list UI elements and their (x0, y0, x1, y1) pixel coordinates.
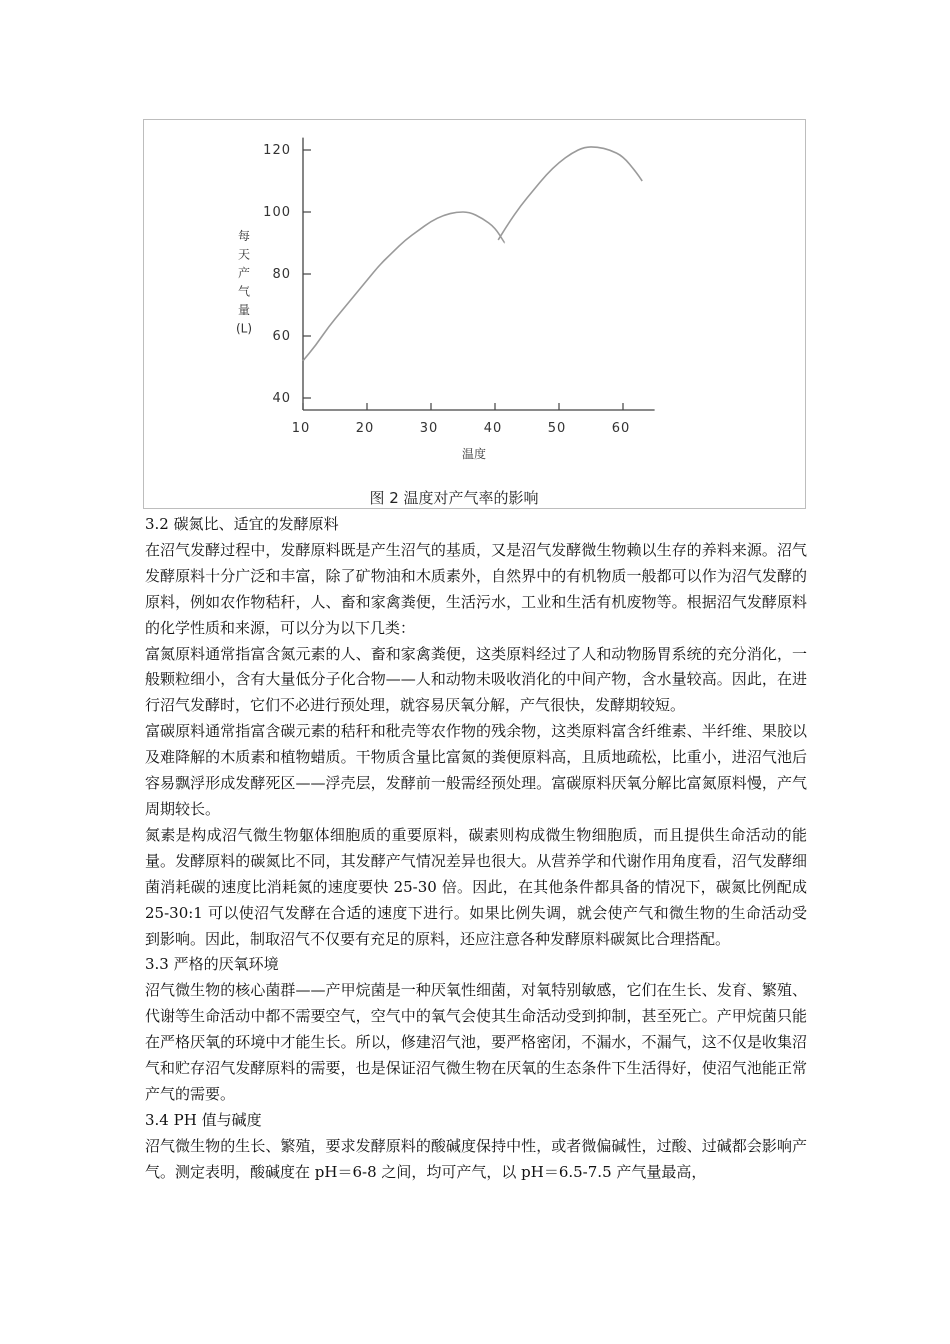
section-heading: 3.3 严格的厌氧环境 (145, 955, 279, 974)
y-tick-label: 60 (272, 329, 291, 344)
x-axis-label: 温度 (461, 447, 487, 461)
paragraph: 在沼气发酵过程中，发酵原料既是产生沼气的基质，又是沼气发酵微生物赖以生存的养料来源。沼气发酵原料十分广泛和丰富，除了矿物油和木质素外，自然界中的有机物质一般都可以作为沼气发酵的原料，例如农作物秸秆，人、畜和家禽粪便，生活污水，工业和生活有机废物等。根据沼气发酵原料的化学性质和来源，可以分为以下几类： (145, 540, 807, 637)
article-body (145, 512, 807, 1186)
x-tick-label: 60 (611, 421, 631, 436)
y-axis-label-char: 气 (237, 284, 251, 299)
section-heading: 3.2 碳氮比、适宜的发酵原料 (145, 515, 339, 533)
line-chart (144, 120, 805, 508)
paragraph: 氮素是构成沼气微生物躯体细胞质的重要原料，碳素则构成微生物细胞质，而且提供生命活动的能量。发酵原料的碳氮比不同，其发酵产气情况差异也很大。从营养学和代谢作用角度看，沼气发酵细菌消耗碳的速度比消耗氮的速度要快 25-30 倍。因此，在其他条件都具备的情况下，碳氮比例配成 25-30:1 可以使沼气发酵在合适的速度下进行。如果比例失调，就会使产气和微生物的生命活动受到影响。因此，制取沼气不仅要有充足的原料，还应注意各种发酵原料碳氮比合理搭配。 (145, 825, 807, 948)
x-tick-label: 30 (419, 421, 439, 436)
y-tick-label: 120 (263, 143, 291, 158)
section-heading: 3.4 PH 值与碱度 (145, 1110, 262, 1129)
series-line-2 (498, 147, 642, 240)
y-tick-label: 80 (272, 267, 291, 282)
y-tick-label: 40 (272, 391, 291, 406)
y-axis-label-char: 产 (237, 266, 251, 280)
paragraph: 富氮原料通常指富含氮元素的人、畜和家禽粪便，这类原料经过了人和动物肠胃系统的充分消化，一般颗粒细小，含有大量低分子化合物——人和动物未吸收消化的中间产物，含水量较高。因此，在进行沼气发酵时，它们不必进行预处理，就容易厌氧分解，产气很快，发酵期较短。 (145, 644, 807, 715)
series-line-1 (303, 212, 505, 361)
x-tick-label: 20 (355, 421, 375, 436)
figure-caption: 图 2 温度对产气率的影响 (369, 489, 539, 507)
paragraph: 富碳原料通常指富含碳元素的秸秆和秕壳等农作物的残余物，这类原料富含纤维素、半纤维、果胶以及难降解的木质素和植物蜡质。干物质含量比富氮的粪便原料高，且质地疏松，比重小，进沼气池后容易飘浮形成发酵死区——浮壳层，发酵前一般需经预处理。富碳原料厌氧分解比富氮原料慢，产气周期较长。 (145, 722, 807, 818)
y-tick-label: 100 (263, 205, 291, 220)
y-axis-label-char: 量 (237, 303, 251, 317)
paragraph: 沼气微生物的生长、繁殖，要求发酵原料的酸碱度保持中性，或者微偏碱性，过酸、过碱都会影响产气。测定表明，酸碱度在 pH＝6-8 之间，均可产气，以 pH＝6.5-7.5 产气量最高， (145, 1136, 807, 1181)
y-axis-label-char: (L) (235, 321, 253, 336)
x-tick-label: 50 (547, 421, 567, 436)
y-axis-label-char: 天 (237, 247, 251, 262)
paragraph: 沼气微生物的核心菌群——产甲烷菌是一种厌氧性细菌，对氧特别敏感，它们在生长、发育、繁殖、代谢等生命活动中都不需要空气，空气中的氧气会使其生命活动受到抑制，甚至死亡。产甲烷菌只能在严格厌氧的环境中才能生长。所以，修建沼气池，要严格密闭，不漏水，不漏气，这不仅是收集沼气和贮存沼气发酵原料的需要，也是保证沼气微生物在厌氧的生态条件下生活得好，使沼气池能正常产气的需要。 (145, 981, 807, 1103)
y-axis-label-char: 每 (237, 229, 251, 243)
x-tick-label: 40 (483, 421, 503, 436)
figure-temperature-gas-yield (143, 119, 806, 509)
x-tick-label: 10 (291, 421, 311, 436)
